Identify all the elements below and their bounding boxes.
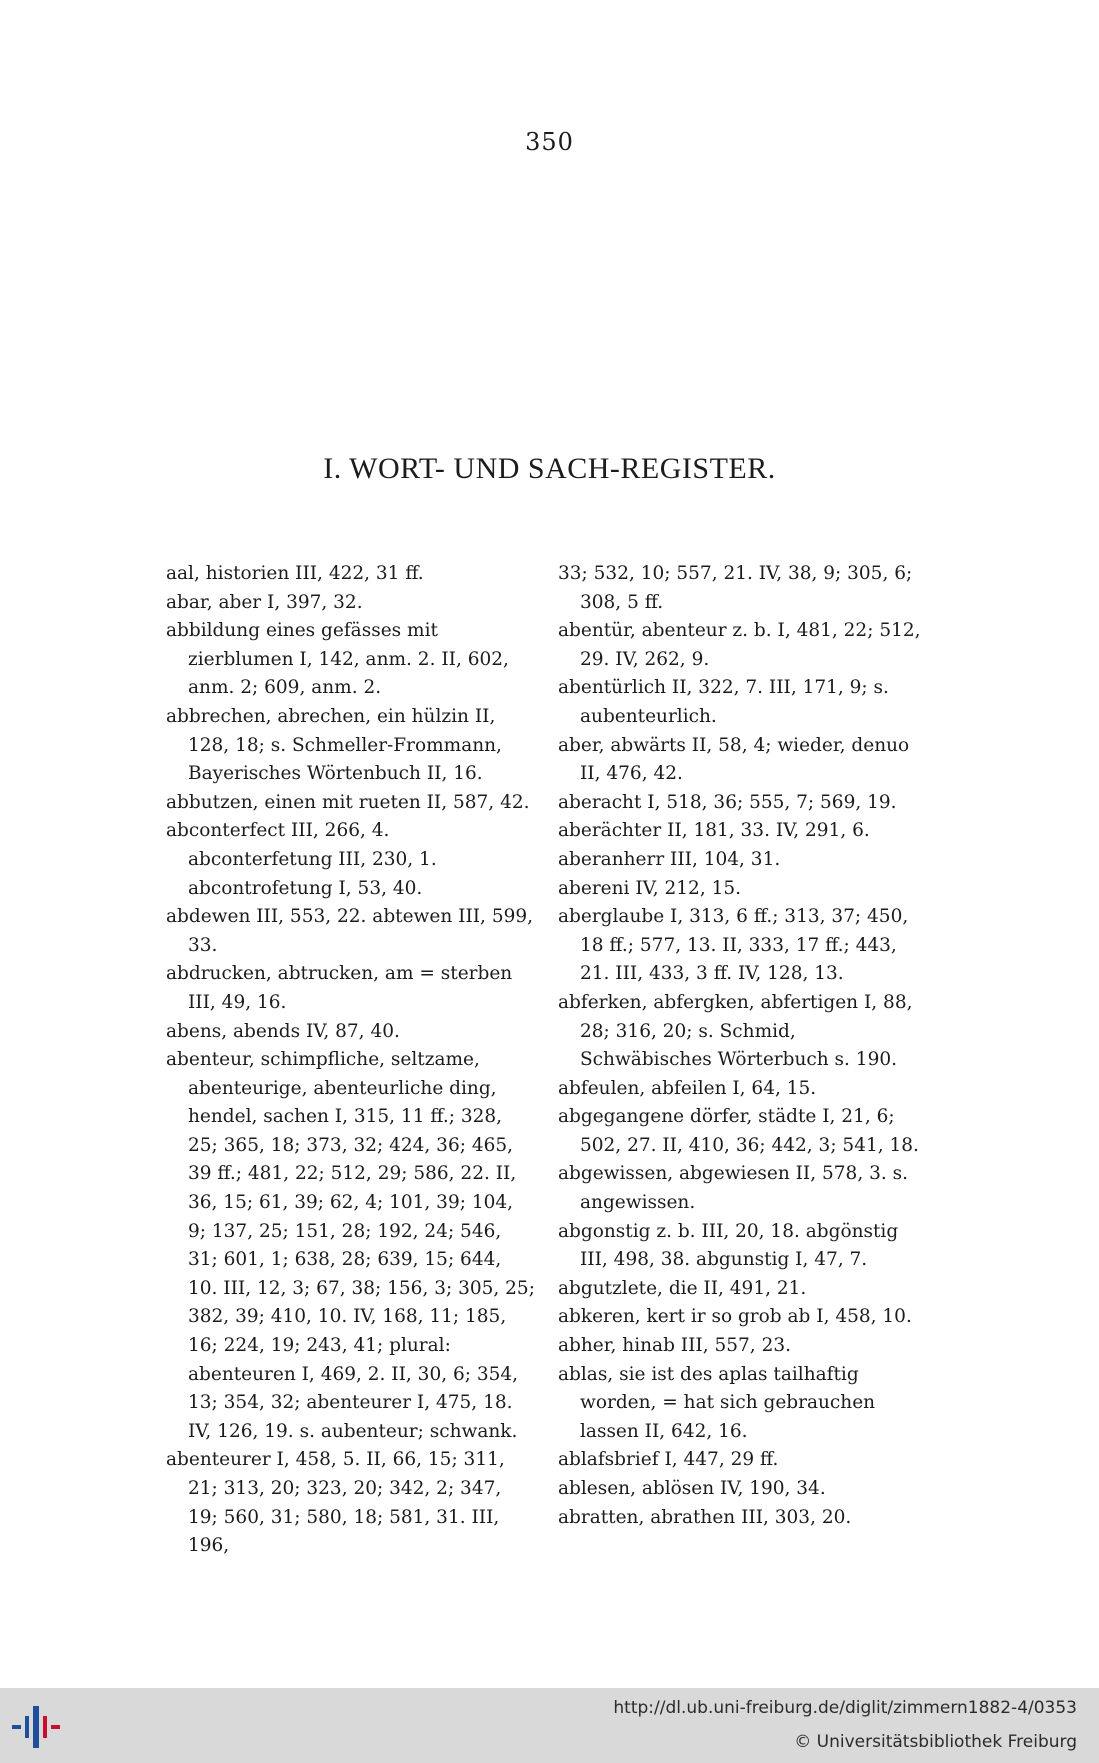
index-entry: abbrechen, abrechen, ein hülzin II, 128, 18; s. Schmeller-Frommann, Bayerisches Wörtenbuch II, 16. xyxy=(166,705,502,785)
index-entry: abfeulen, abfeilen I, 64, 15. xyxy=(558,1077,817,1099)
index-entry: abbildung eines gefässes mit zierblumen I, 142, anm. 2. II, 602, anm. 2; 609, anm. 2. xyxy=(166,620,509,699)
index-entry: abereni IV, 212, 15. xyxy=(558,877,742,899)
index-entry: abgegangene dörfer, städte I, 21, 6; 502, 27. II, 410, 36; 442, 3; 541, 18. xyxy=(558,1106,919,1156)
index-entry: abar, aber I, 397, 32. xyxy=(166,591,363,613)
index-entry: abkeren, kert ir so grob ab I, 458, 10. xyxy=(558,1306,912,1328)
index-entry: abgewissen, abgewiesen II, 578, 3. s. angewissen. xyxy=(558,1163,908,1214)
right-column xyxy=(558,560,930,1532)
index-entry: ablas, sie ist des aplas tailhaftig worden, = hat sich gebrauchen lassen II, 642, 16. xyxy=(558,1363,876,1442)
index-entry: abentürlich II, 322, 7. III, 171, 9; s. aubenteurlich. xyxy=(558,677,889,727)
page-title: I. WORT- UND SACH-REGISTER. xyxy=(323,452,776,485)
footer-url-link[interactable]: http://dl.ub.uni-freiburg.de/diglit/zimmern1882-4/0353 xyxy=(613,1698,1077,1718)
index-entry: abenteur, schimpfliche, seltzame, abenteurige, abenteurliche ding, hendel, sachen I, 315, 11 ff.; 328, 25; 365, 18; 373, 32; 424, 36; 465, 39 ff.; 481, 22; 512, 29; 586, 22. II, 36, 15; 61, 39; 62, 4; 101, 39; 104, 9; 137, 25; 151, 28; 192, 24; 546, 31; 601, 1; 638, 28; 639, 15; 644, 10. III, 12, 3; 67, 38; 156, 3; 305, 25; 382, 39; 410, 10. IV, 168, 11; 185, 16; 224, 19; 243, 41; plural: abenteuren I, 469, 2. II, 30, 6; 354, 13; 354, 32; abenteurer I, 475, 18. IV, 126, 19. s. aubenteur; schwank. xyxy=(166,1049,535,1442)
page-number: 350 xyxy=(525,128,574,156)
index-entry: abenteurer I, 458, 5. II, 66, 15; 311, 21; 313, 20; 323, 20; 342, 2; 347, 19; 560, 31; 580, 18; 581, 31. III, 196, xyxy=(166,1449,505,1557)
index-entry-continuation: 33; 532, 10; 557, 21. IV, 38, 9; 305, 6; 308, 5 ff. xyxy=(558,563,913,613)
index-entry: abens, abends IV, 87, 40. xyxy=(166,1020,400,1042)
left-column xyxy=(166,560,536,1561)
index-entry: abbutzen, einen mit rueten II, 587, 42. xyxy=(166,791,530,813)
index-entry: abdrucken, abtrucken, am = sterben III, 49, 16. xyxy=(166,963,513,1013)
index-entry: ablesen, ablösen IV, 190, 34. xyxy=(558,1478,826,1499)
index-entry: abconterfect III, 266, 4. abconterfetung III, 230, 1. abcontrofetung I, 53, 40. xyxy=(166,820,437,899)
index-entry: aberanherr III, 104, 31. xyxy=(558,848,781,870)
index-entry: abgutzlete, die II, 491, 21. xyxy=(558,1277,807,1299)
index-entry: aberglaube I, 313, 6 ff.; 313, 37; 450, 18 ff.; 577, 13. II, 333, 17 ff.; 443, 21. III, 433, 3 ff. IV, 128, 13. xyxy=(558,906,909,985)
index-entry: abdewen III, 553, 22. abtewen III, 599, 33. xyxy=(166,906,534,956)
index-entry: abratten, abrathen III, 303, 20. xyxy=(558,1506,852,1528)
footer-bar xyxy=(0,1688,1099,1763)
index-entry: aber, abwärts II, 58, 4; wieder, denuo II, 476, 42. xyxy=(558,734,910,785)
footer-copyright: © Universitätsbibliothek Freiburg xyxy=(794,1732,1077,1752)
index-entry: aal, historien III, 422, 31 ff. xyxy=(166,563,424,584)
index-entry: abferken, abfergken, abfertigen I, 88, 28; 316, 20; s. Schmid, Schwäbisches Wörterbuch s. 190. xyxy=(558,991,913,1071)
index-entry: ablafsbrief I, 447, 29 ff. xyxy=(558,1449,779,1471)
index-entry: aberacht I, 518, 36; 555, 7; 569, 19. xyxy=(558,791,897,813)
index-entry: abgonstig z. b. III, 20, 18. abgönstig III, 498, 38. abgunstig I, 47, 7. xyxy=(558,1220,899,1271)
ub-freiburg-logo-icon[interactable] xyxy=(10,1704,70,1750)
index-entry: aberächter II, 181, 33. IV, 291, 6. xyxy=(558,820,870,842)
index-entry: abher, hinab III, 557, 23. xyxy=(558,1335,791,1357)
index-entry: abentür, abenteur z. b. I, 481, 22; 512, 29. IV, 262, 9. xyxy=(558,620,921,670)
